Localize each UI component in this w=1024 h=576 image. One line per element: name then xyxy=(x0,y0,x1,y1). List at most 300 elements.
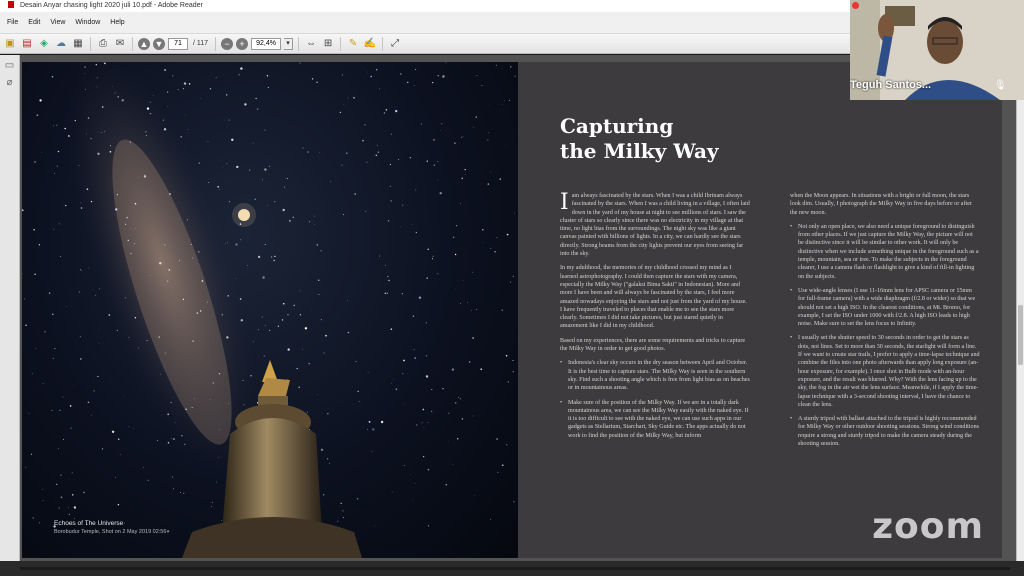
sign-icon[interactable]: ✍ xyxy=(363,38,377,49)
star xyxy=(167,530,169,532)
star xyxy=(432,82,433,83)
horizontal-scrollbar[interactable] xyxy=(0,561,1024,576)
star xyxy=(217,186,219,188)
star xyxy=(225,244,226,245)
comment-icon[interactable]: ✎ xyxy=(348,38,358,49)
star xyxy=(308,363,310,365)
star xyxy=(179,260,180,261)
tips-list xyxy=(560,359,750,440)
star xyxy=(143,467,144,468)
star xyxy=(63,439,64,440)
star xyxy=(219,189,220,190)
star xyxy=(400,227,401,228)
star xyxy=(53,358,54,359)
participant-video-tile[interactable] xyxy=(850,0,1024,100)
star xyxy=(330,181,331,182)
star xyxy=(157,440,158,441)
star xyxy=(283,209,285,211)
zoom-level-input[interactable]: 92,4% xyxy=(251,38,281,50)
star xyxy=(253,143,254,144)
star xyxy=(69,514,70,515)
star xyxy=(488,133,489,134)
star xyxy=(129,426,130,427)
star xyxy=(343,214,344,215)
star xyxy=(226,336,228,338)
star xyxy=(87,188,89,190)
star xyxy=(167,92,168,93)
fit-page-icon[interactable]: ⊞ xyxy=(323,38,333,49)
star xyxy=(240,67,242,69)
menu-file[interactable]: File xyxy=(7,19,19,26)
star xyxy=(93,382,94,383)
star xyxy=(325,335,327,337)
star xyxy=(391,134,392,135)
star xyxy=(341,164,342,165)
star xyxy=(250,375,252,377)
star xyxy=(267,75,268,76)
star xyxy=(448,441,449,442)
star xyxy=(53,229,54,230)
star xyxy=(172,476,173,477)
star xyxy=(403,360,405,362)
star xyxy=(134,243,135,244)
create-pdf-icon[interactable]: ▤ xyxy=(22,38,32,49)
toolbar-separator xyxy=(90,37,91,51)
star xyxy=(294,305,295,306)
star xyxy=(400,73,401,74)
document-area xyxy=(20,55,1024,561)
star xyxy=(74,506,76,508)
star xyxy=(118,504,120,506)
star xyxy=(434,164,435,165)
star xyxy=(138,177,139,178)
star xyxy=(512,360,513,361)
star xyxy=(427,160,428,161)
star xyxy=(80,269,81,270)
star xyxy=(98,131,99,132)
star xyxy=(303,148,304,149)
star xyxy=(410,157,411,158)
star xyxy=(265,244,266,245)
star xyxy=(402,205,403,206)
star xyxy=(102,448,103,449)
star xyxy=(398,159,399,160)
star xyxy=(86,134,87,135)
star xyxy=(514,213,515,214)
star xyxy=(415,190,416,191)
star xyxy=(185,408,187,410)
star xyxy=(183,299,184,300)
previous-page-icon[interactable]: ▲ xyxy=(139,38,149,49)
star xyxy=(138,347,139,348)
star xyxy=(367,429,368,430)
star xyxy=(412,224,413,225)
star xyxy=(54,348,55,349)
star xyxy=(39,99,41,101)
paragraph xyxy=(560,192,750,258)
list-item: • Use wide-angle lenses (I use 11-16mm lens for APSC camera or 15mm for full-frame camera) with a wide diaphragm (f/2.8 or wider) so that we should not set a high ISO. In the clearest conditions, at Mt. Bromo, for example, I set the ISO under 1000 with f/2.8. A high ISO leads to high noise. Make sure to set the lens focus to Infinity. xyxy=(790,287,980,328)
star xyxy=(413,316,414,317)
star xyxy=(197,312,198,313)
star xyxy=(475,495,476,496)
star xyxy=(58,448,59,449)
star-field xyxy=(22,62,518,558)
star xyxy=(305,327,307,329)
star xyxy=(357,391,358,392)
star xyxy=(428,469,430,471)
star xyxy=(146,135,147,136)
mic-icon[interactable]: 🎙 xyxy=(994,80,1007,91)
list-item: • A sturdy tripod with ballast attached to the tripod is highly recommended for Milky Way or other outdoor shooting sessions. Strong wind conditions require a strong and sturdy tripod to make the camera steady during the shooting session. xyxy=(790,415,980,448)
star xyxy=(42,489,43,490)
star xyxy=(231,139,233,141)
star xyxy=(97,77,98,78)
star xyxy=(307,151,309,153)
menu-edit[interactable]: Edit xyxy=(28,19,41,26)
cloud-icon[interactable]: ☁ xyxy=(56,38,66,49)
drop-cap: I xyxy=(560,190,569,215)
menu-help[interactable]: Help xyxy=(110,19,125,26)
star xyxy=(414,85,415,86)
attachments-icon[interactable]: ⌀ xyxy=(6,77,13,88)
star xyxy=(508,381,509,382)
email-icon[interactable]: ✉ xyxy=(115,38,125,49)
share-icon[interactable]: ◈ xyxy=(40,38,48,49)
menu-view[interactable]: View xyxy=(50,19,66,26)
star xyxy=(386,109,387,110)
star xyxy=(216,77,217,78)
star xyxy=(315,224,316,225)
star xyxy=(342,510,343,511)
save-icon[interactable]: ▦ xyxy=(73,38,83,49)
star xyxy=(340,112,341,113)
star xyxy=(312,78,313,79)
star xyxy=(496,65,497,66)
star xyxy=(52,76,54,78)
star xyxy=(97,87,98,88)
photo-caption xyxy=(54,520,166,536)
star xyxy=(359,401,360,402)
star xyxy=(472,337,474,339)
star xyxy=(181,435,182,436)
paragraph: Based on my experiences, there are some requirements and tricks to capture the Milky Way in order to get good photos. xyxy=(560,337,746,353)
star xyxy=(309,221,310,222)
star xyxy=(175,284,176,285)
star xyxy=(431,411,432,412)
star xyxy=(264,168,266,170)
star xyxy=(208,182,209,183)
star xyxy=(422,422,423,423)
star xyxy=(102,106,103,107)
star xyxy=(323,494,324,495)
star xyxy=(490,519,491,520)
print-icon[interactable]: ⎙ xyxy=(99,38,107,49)
star xyxy=(135,317,136,318)
star xyxy=(39,522,40,523)
star xyxy=(442,388,443,389)
star xyxy=(109,314,111,316)
toolbar-separator xyxy=(215,37,216,51)
star xyxy=(458,397,459,398)
star xyxy=(368,421,369,422)
star xyxy=(320,250,321,251)
milky-way-photo xyxy=(22,62,518,558)
star xyxy=(507,234,509,236)
star xyxy=(59,508,60,509)
star xyxy=(317,244,318,245)
star xyxy=(318,294,319,295)
star xyxy=(376,69,377,70)
star xyxy=(150,102,151,103)
star xyxy=(150,113,151,114)
star xyxy=(200,310,201,311)
star xyxy=(403,404,404,405)
star xyxy=(165,353,166,354)
star xyxy=(125,297,126,298)
star xyxy=(455,254,456,255)
open-file-icon[interactable]: ▣ xyxy=(5,38,15,49)
star xyxy=(226,94,227,95)
star xyxy=(387,292,389,294)
star xyxy=(402,293,403,294)
toolbar-separator xyxy=(298,37,299,51)
star xyxy=(167,106,168,107)
star xyxy=(482,229,483,230)
star xyxy=(438,75,439,76)
scrollbar-track[interactable] xyxy=(20,567,1010,570)
star xyxy=(33,229,34,230)
star xyxy=(426,277,428,279)
star xyxy=(213,382,214,383)
star xyxy=(212,502,213,503)
star xyxy=(112,86,113,87)
star xyxy=(59,223,60,224)
star xyxy=(167,414,169,416)
photo-caption-title: Echoes of The Universe xyxy=(54,520,124,527)
zoom-in-icon[interactable]: + xyxy=(236,38,248,50)
article-page xyxy=(518,62,1002,558)
star xyxy=(65,205,66,206)
star xyxy=(153,95,154,96)
star xyxy=(487,140,488,141)
star xyxy=(496,237,497,238)
star xyxy=(56,484,57,485)
star xyxy=(379,256,380,257)
star xyxy=(56,125,57,126)
star xyxy=(164,128,166,130)
star xyxy=(258,256,260,258)
star xyxy=(471,310,472,311)
star xyxy=(240,239,241,240)
list-item: • Indonesia's clear sky occurs in the dry season between April and October. It is the best time to capture stars. The Milky Way is seen in the southern sky. Find such a shooting angle which is free from light bias as on beaches or in mountainous areas. xyxy=(560,359,750,392)
star xyxy=(269,166,270,167)
star xyxy=(255,98,256,99)
star xyxy=(469,361,471,363)
article-column-left xyxy=(560,192,750,446)
star xyxy=(144,175,146,177)
star xyxy=(311,310,312,311)
list-item: • Make sure of the position of the Milky Way. If we are in a totally dark mountainous area, we can see the Milky Way easily with the naked eye. If it is too difficult to see with the naked eye, we can use such apps in our gadgets as Stellarium, Starchart, Sky Guide etc. The apps actually do not work to find the position of the Milky Way, but inform xyxy=(560,399,750,440)
star xyxy=(54,173,55,174)
star xyxy=(348,332,350,334)
window-title: Desain Anyar chasing light 2020 juli 10.pdf - Adobe Reader xyxy=(19,2,203,9)
toolbar-separator xyxy=(382,37,383,51)
article-title xyxy=(560,114,780,164)
star xyxy=(202,280,204,282)
page-number-input[interactable]: 71 xyxy=(168,38,188,50)
star xyxy=(473,127,474,128)
star xyxy=(462,178,463,179)
star xyxy=(461,137,462,138)
star xyxy=(293,217,294,218)
star xyxy=(476,116,477,117)
star xyxy=(366,162,367,163)
star xyxy=(37,114,39,116)
star xyxy=(319,152,320,153)
star xyxy=(265,325,266,326)
bright-planet-halo xyxy=(232,203,256,227)
star xyxy=(460,398,461,399)
star xyxy=(103,62,104,63)
star xyxy=(440,130,441,131)
star xyxy=(432,258,433,259)
star xyxy=(395,110,397,112)
participant-name: Teguh Santos... xyxy=(850,79,932,91)
menu-bar xyxy=(0,12,850,34)
star xyxy=(321,449,323,451)
star xyxy=(390,186,391,187)
star xyxy=(327,458,328,459)
toolbar xyxy=(0,34,850,54)
star xyxy=(115,208,117,210)
star xyxy=(289,220,291,222)
star xyxy=(267,205,268,206)
star xyxy=(481,85,482,86)
star xyxy=(480,368,482,370)
star xyxy=(472,272,473,273)
star xyxy=(455,402,457,404)
star xyxy=(354,193,356,195)
star xyxy=(274,256,275,257)
star xyxy=(159,262,161,264)
menu-window[interactable]: Window xyxy=(75,19,101,26)
star xyxy=(502,309,503,310)
vertical-scrollbar[interactable] xyxy=(1016,55,1024,561)
star xyxy=(262,317,263,318)
star xyxy=(79,292,80,293)
star xyxy=(163,120,164,121)
next-page-icon[interactable]: ▼ xyxy=(154,38,164,49)
star xyxy=(104,131,105,132)
star xyxy=(287,178,288,179)
star xyxy=(43,500,44,501)
star xyxy=(34,274,35,275)
star xyxy=(513,276,514,277)
fit-width-icon[interactable]: ⇔ xyxy=(306,38,317,49)
star xyxy=(415,69,416,70)
star xyxy=(219,373,220,374)
zoom-dropdown-icon[interactable]: ▾ xyxy=(284,38,293,50)
star xyxy=(355,361,356,362)
expand-icon[interactable]: ⤢ xyxy=(391,38,400,49)
star xyxy=(437,161,438,162)
star xyxy=(128,240,130,242)
star xyxy=(285,178,286,179)
star xyxy=(257,108,258,109)
star xyxy=(437,273,438,274)
star xyxy=(29,413,30,414)
star xyxy=(52,410,53,411)
star xyxy=(32,517,33,518)
star xyxy=(64,128,66,130)
paragraph-text: am always fascinated by the stars. When I was a child Ibrinam always fascinated by the stars. When I was a child living in a village, I often laid down in the yard of my house at night to see millions of stars. I saw the cluster of stars so clearly since there was no electricity in my village at that time, no light bias from the surroundings. The night sky was like a giant canvas painted with billions of lights. In a city, we can hardly see the stars directly. Strong beams from the city lights prevent our eyes from seeing far into the sky. xyxy=(560,193,750,258)
star xyxy=(227,242,228,243)
star xyxy=(236,166,238,168)
star xyxy=(390,164,391,165)
star xyxy=(169,269,170,270)
star xyxy=(431,389,432,390)
star xyxy=(465,169,466,170)
star xyxy=(147,340,148,341)
star xyxy=(160,374,161,375)
scrollbar-thumb[interactable] xyxy=(1018,305,1023,365)
star xyxy=(347,300,348,301)
star xyxy=(88,117,89,118)
star xyxy=(258,329,259,330)
star xyxy=(147,107,149,109)
star xyxy=(85,89,86,90)
star xyxy=(426,322,427,323)
star xyxy=(67,306,68,307)
star xyxy=(199,162,200,163)
star xyxy=(433,256,434,257)
adobe-reader-icon xyxy=(8,1,14,8)
star xyxy=(95,295,96,296)
star xyxy=(395,107,396,108)
star xyxy=(302,349,303,350)
toolbar-separator xyxy=(340,37,341,51)
star xyxy=(324,353,325,354)
star xyxy=(282,319,283,320)
star xyxy=(49,292,50,293)
zoom-out-icon[interactable]: − xyxy=(221,38,233,50)
star xyxy=(513,501,514,502)
star xyxy=(169,193,171,195)
star xyxy=(244,103,246,105)
star xyxy=(145,131,146,132)
star xyxy=(317,395,318,396)
star xyxy=(318,279,320,281)
page-thumbnails-icon[interactable]: ▭ xyxy=(4,60,15,71)
star xyxy=(372,451,373,452)
star xyxy=(135,228,136,229)
star xyxy=(115,92,116,93)
star xyxy=(198,251,200,253)
star xyxy=(72,494,73,495)
star xyxy=(353,97,355,99)
star xyxy=(490,171,491,172)
star xyxy=(194,398,195,399)
star xyxy=(211,506,212,507)
star xyxy=(362,140,364,142)
star xyxy=(465,174,466,175)
article-title-line1: Capturing xyxy=(560,114,674,138)
star xyxy=(99,343,100,344)
star xyxy=(269,330,270,331)
star xyxy=(210,88,211,89)
star xyxy=(243,380,244,381)
star xyxy=(126,217,128,219)
